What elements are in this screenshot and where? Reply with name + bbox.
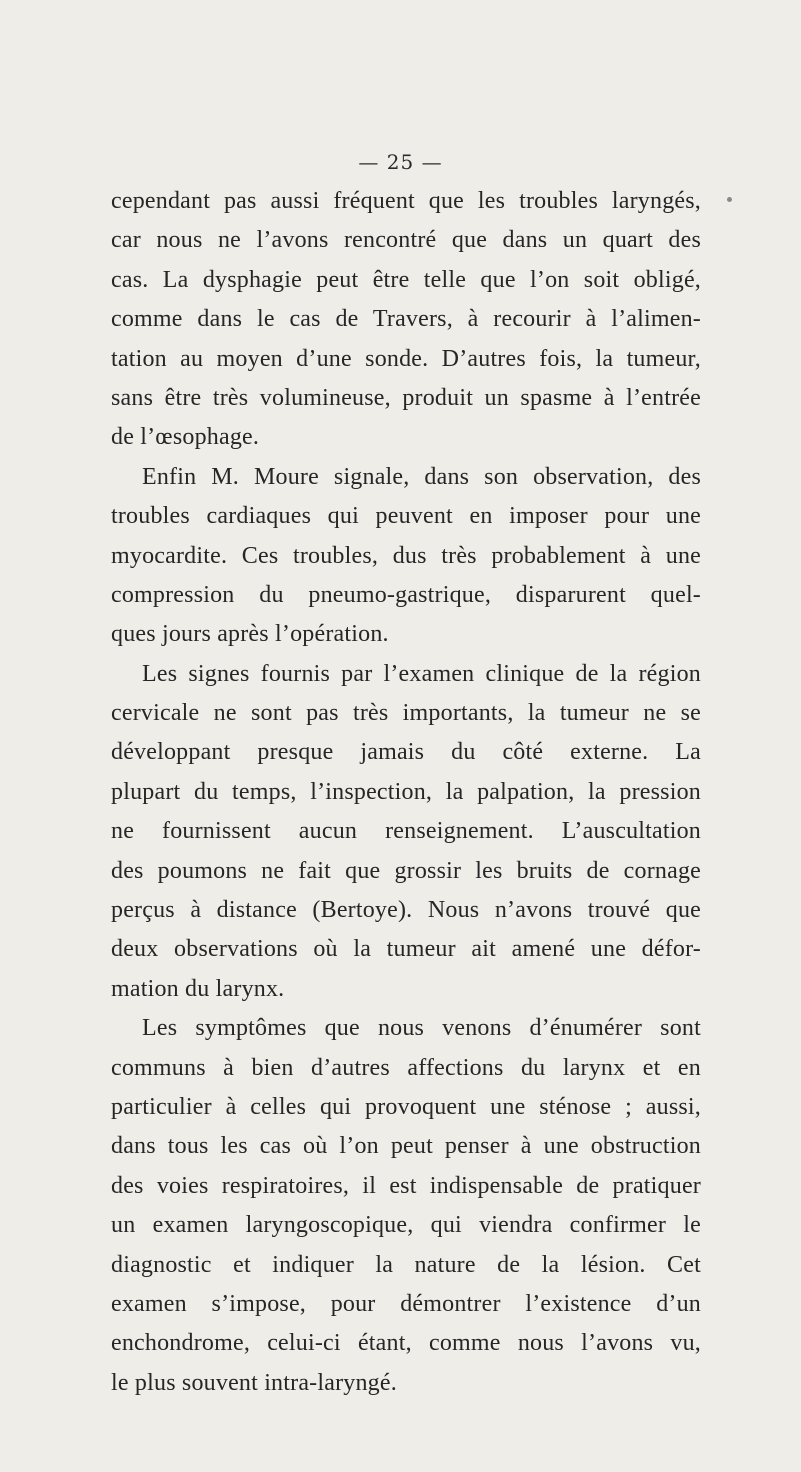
text-line: comme dans le cas de Travers, à recourir à l’alimen- xyxy=(111,306,701,333)
body-text xyxy=(111,182,701,1403)
text-line: ques jours après l’opération. xyxy=(111,621,389,648)
text-line: ne fournissent aucun renseignement. L’auscultation xyxy=(111,818,701,845)
text-line: cependant pas aussi fréquent que les troubles laryngés, xyxy=(111,188,701,214)
text-line: des voies respiratoires, il est indispensable de pratiquer xyxy=(111,1172,701,1199)
text-line: des poumons ne fait que grossir les bruits de cornage xyxy=(111,857,701,884)
text-line: développant presque jamais du côté externe. La xyxy=(111,739,701,766)
text-line: dans tous les cas où l’on peut penser à une obstruction xyxy=(111,1133,701,1160)
text-line: le plus souvent intra-laryngé. xyxy=(111,1369,397,1396)
text-line: examen s’impose, pour démontrer l’existence d’un xyxy=(111,1290,701,1317)
text-line: mation du larynx. xyxy=(111,975,285,1002)
text-line: tation au moyen d’une sonde. D’autres fois, la tumeur, xyxy=(111,345,701,372)
page-number: — 25 — xyxy=(358,150,443,174)
text-line: troubles cardiaques qui peuvent en imposer pour une xyxy=(111,503,701,530)
text-line: myocardite. Ces troubles, dus très probablement à une xyxy=(111,542,701,569)
text-line: sans être très volumineuse, produit un spasme à l’entrée xyxy=(111,384,701,411)
ink-speck xyxy=(727,197,732,202)
text-line: communs à bien d’autres affections du larynx et en xyxy=(111,1054,701,1081)
text-line: deux observations où la tumeur ait amené une défor- xyxy=(111,936,701,963)
text-line: de l’œsophage. xyxy=(111,424,260,451)
text-line: Les signes fournis par l’examen clinique de la région xyxy=(142,660,701,687)
text-line: cervicale ne sont pas très importants, la tumeur ne se xyxy=(111,700,701,727)
text-line: Les symptômes que nous venons d’énumérer sont xyxy=(142,1015,701,1042)
text-line: diagnostic et indiquer la nature de la lésion. Cet xyxy=(111,1251,701,1278)
text-line: particulier à celles qui provoquent une sténose ; aussi, xyxy=(111,1093,701,1120)
text-line: un examen laryngoscopique, qui viendra confirmer le xyxy=(111,1212,701,1239)
text-line: compression du pneumo-gastrique, disparurent quel- xyxy=(111,581,701,608)
text-line: car nous ne l’avons rencontré que dans un quart des xyxy=(111,227,701,254)
text-line: Enfin M. Moure signale, dans son observation, des xyxy=(142,463,701,490)
text-line: perçus à distance (Bertoye). Nous n’avons trouvé que xyxy=(111,897,701,924)
text-line: enchondrome, celui-ci étant, comme nous l’avons vu, xyxy=(111,1330,701,1357)
text-line: cas. La dysphagie peut être telle que l’on soit obligé, xyxy=(111,266,701,293)
text-line: plupart du temps, l’inspection, la palpation, la pression xyxy=(111,778,701,805)
